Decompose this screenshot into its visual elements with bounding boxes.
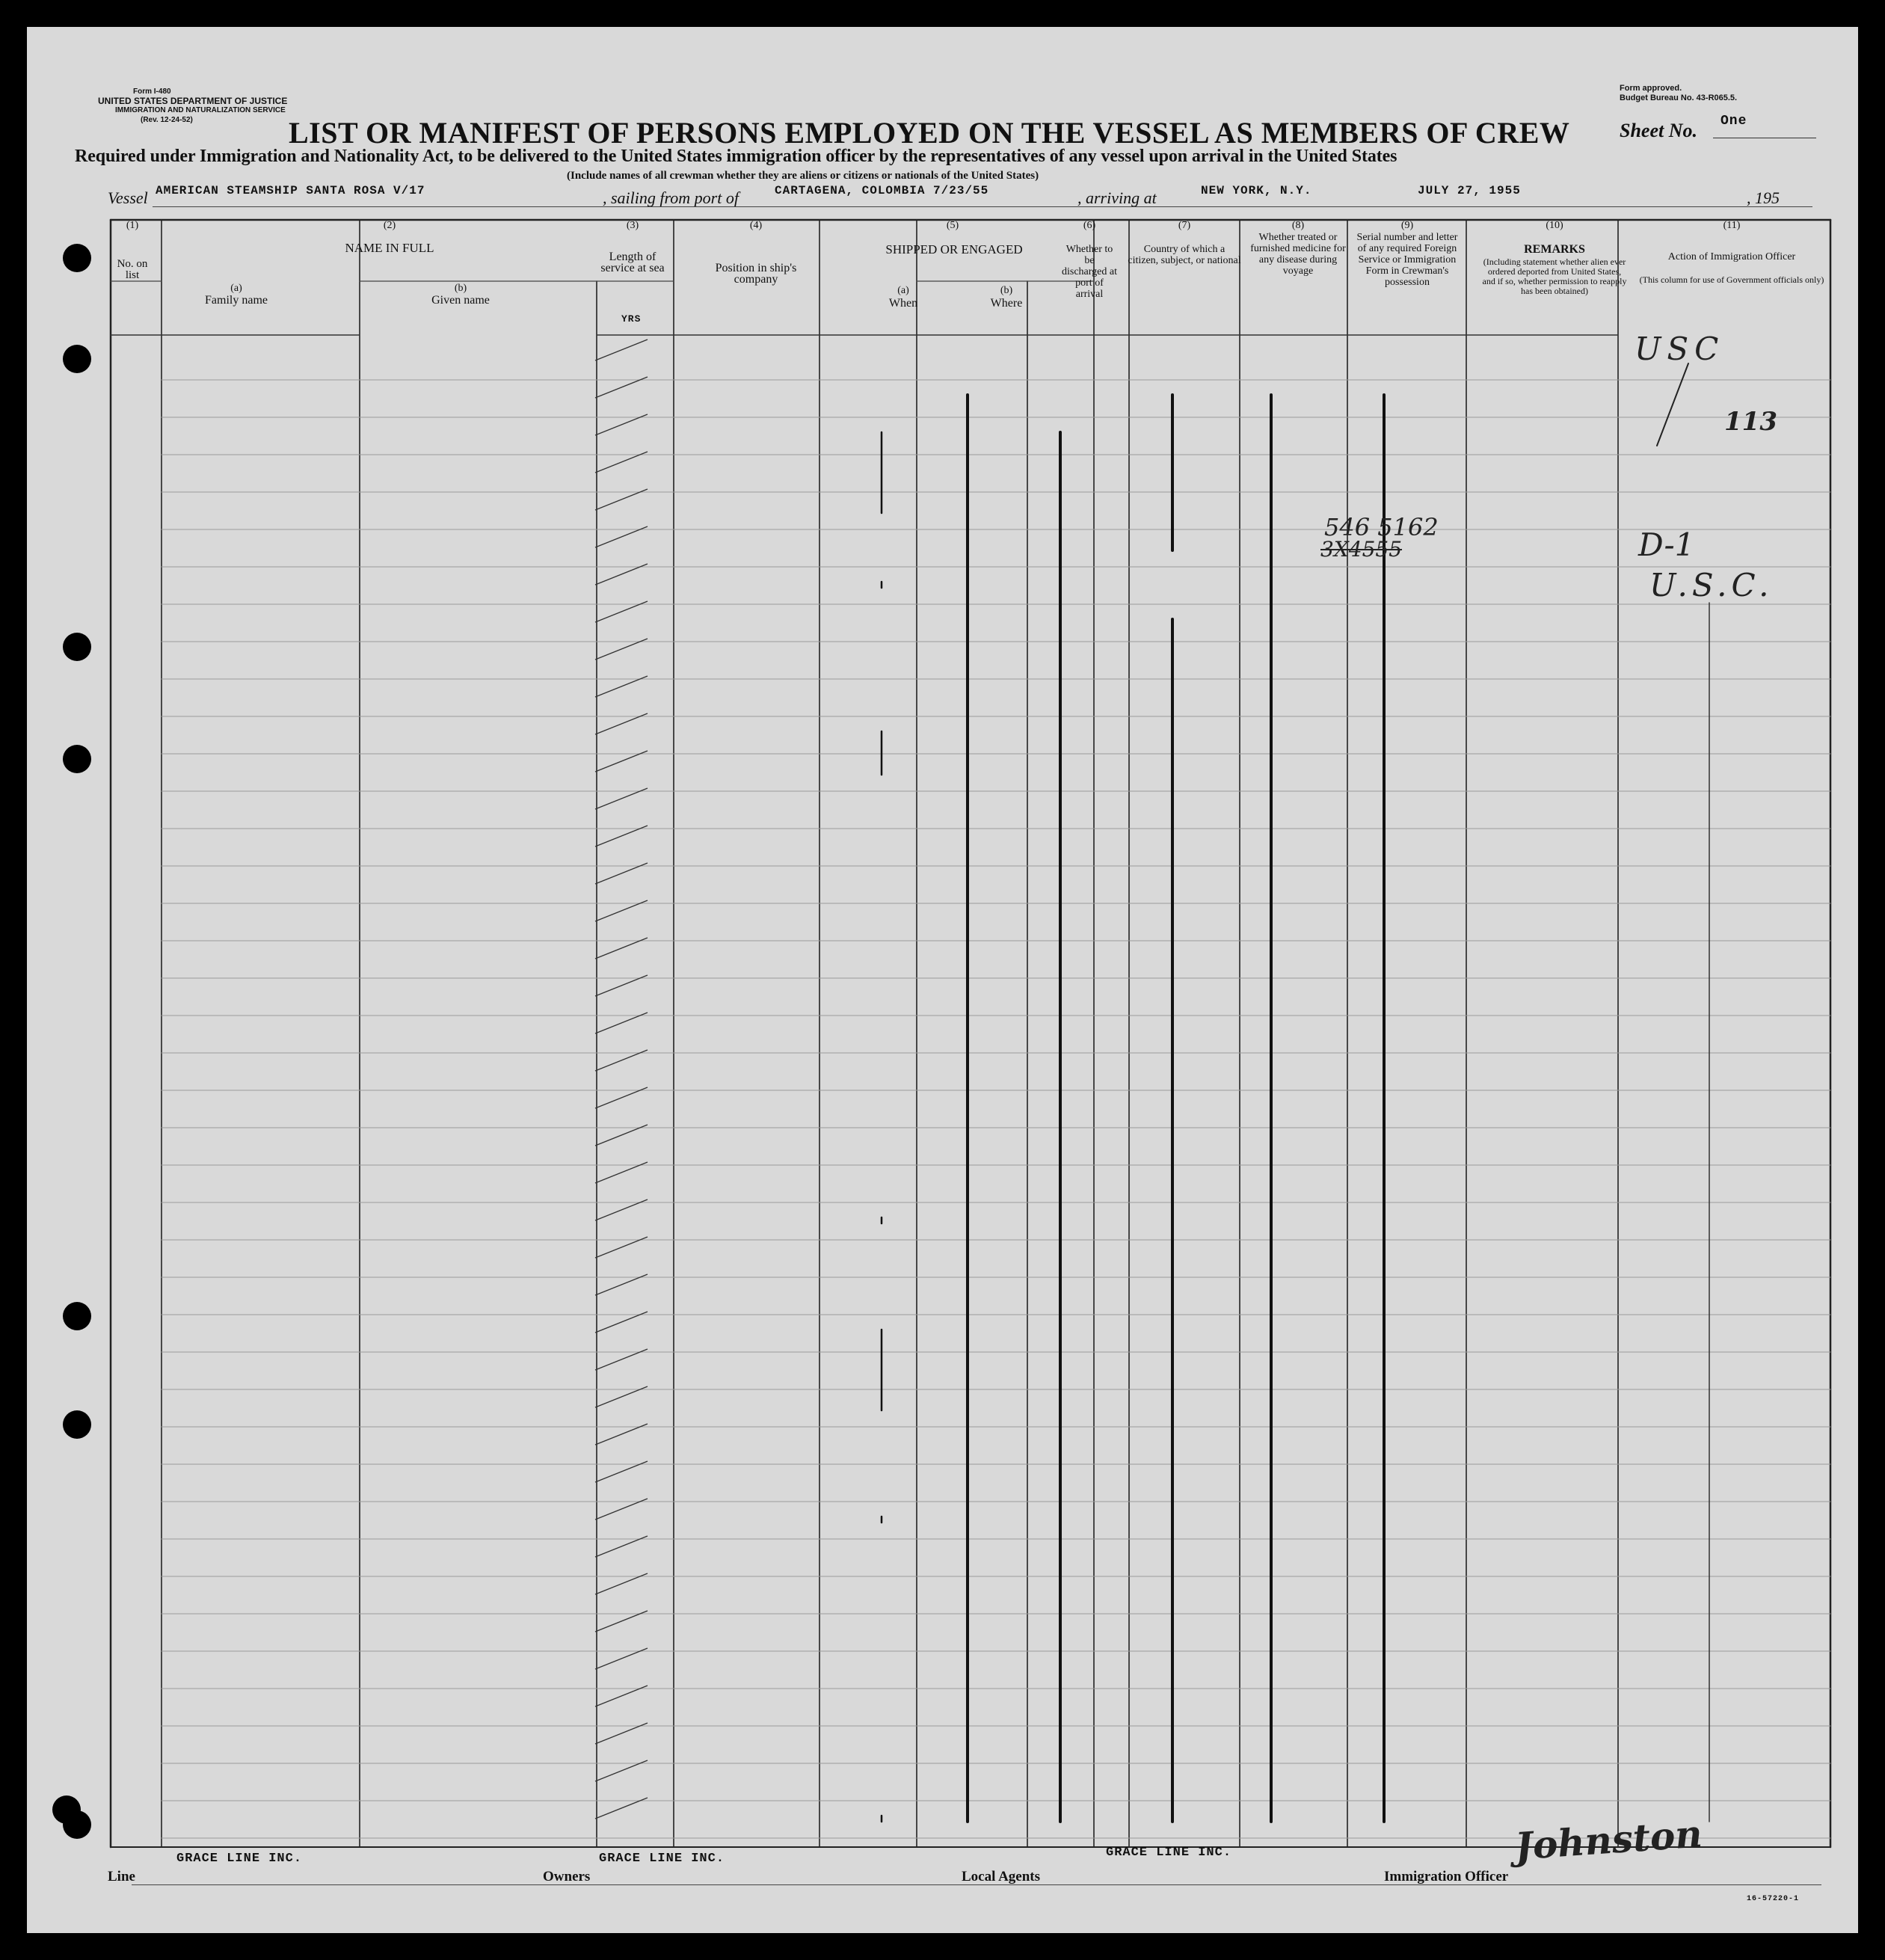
form-title: LIST OR MANIFEST OF PERSONS EMPLOYED ON THE VESSEL AS MEMBERS OF CREW xyxy=(289,116,1570,150)
tally-mark xyxy=(595,826,648,847)
col11-note: (This column for use of Government officials only) xyxy=(1639,274,1824,285)
col4-number: (4) xyxy=(749,220,763,231)
tally-mark xyxy=(595,1087,648,1108)
tally-mark xyxy=(595,1013,648,1033)
col7-header: Country of which a citizen, subject, or national xyxy=(1128,244,1241,266)
tally-mark xyxy=(595,751,648,772)
col3-header: Length of service at sea xyxy=(600,251,665,274)
form-subtitle: Required under Immigration and Nationality Act, to be delivered to the United States immigration officer by the representatives of any vessel upon arrival in the United States xyxy=(75,147,1397,166)
col10-note: (Including statement whether alien ever ordered deported from United States, and if so, whether permission to reapply has been obtained) xyxy=(1482,256,1627,296)
footer-owners-value: GRACE LINE INC. xyxy=(599,1852,725,1866)
col5b-letter: (b) xyxy=(1000,285,1013,296)
handwritten-serial-old: 3X4555 xyxy=(1320,537,1403,562)
sheet-label: Sheet No. xyxy=(1620,120,1697,141)
tally-mark xyxy=(595,489,648,510)
tally-mark xyxy=(595,414,648,435)
tally-mark xyxy=(595,788,648,809)
handwritten-serial-new: 546 5162 xyxy=(1324,513,1439,541)
form-approved: Form approved. xyxy=(1620,84,1682,93)
tally-mark xyxy=(595,639,648,660)
tally-mark xyxy=(595,1274,648,1295)
tally-mark xyxy=(595,1573,648,1594)
tally-mark xyxy=(595,340,648,360)
handwritten-count: 113 xyxy=(1724,407,1777,437)
tally-mark xyxy=(595,938,648,959)
tally-mark xyxy=(595,1162,648,1183)
tally-mark xyxy=(595,526,648,547)
handwritten-usc-top: USC xyxy=(1635,331,1725,367)
col9-header: Serial number and letter of any required Foreign Service or Immigration Form in Crewman's possession xyxy=(1356,232,1458,288)
arriving-value: NEW YORK, N.Y. xyxy=(1201,184,1312,197)
col7-number: (7) xyxy=(1178,220,1191,231)
col6-number: (6) xyxy=(1083,220,1096,231)
form-number: Form I-480 xyxy=(133,87,171,96)
budget-number: Budget Bureau No. 43-R065.5. xyxy=(1620,93,1738,102)
tally-mark xyxy=(595,1536,648,1557)
footer-line-value: GRACE LINE INC. xyxy=(176,1852,303,1866)
manifest-sheet xyxy=(27,27,1858,1933)
col2-number: (2) xyxy=(383,220,396,231)
vessel-label: Vessel xyxy=(108,188,148,207)
col5-header: SHIPPED OR ENGAGED xyxy=(885,242,1023,256)
tally-mark xyxy=(595,1461,648,1482)
tally-mark xyxy=(595,1686,648,1706)
tally-mark xyxy=(595,863,648,884)
footer-owners-label: Owners xyxy=(543,1869,591,1884)
sailing-label: , sailing from port of xyxy=(603,188,739,207)
col1-header: No. on list xyxy=(117,258,148,281)
col2-header: NAME IN FULL xyxy=(345,241,434,255)
footer-underline xyxy=(132,1884,1821,1885)
footer-officer-label: Immigration Officer xyxy=(1384,1869,1509,1884)
tally-mark xyxy=(595,1312,648,1333)
col10-header: REMARKS xyxy=(1524,243,1585,256)
col2a-header: Family name xyxy=(205,294,268,307)
col11-number: (11) xyxy=(1723,220,1741,231)
col5a-header: When xyxy=(888,297,918,310)
handwritten-usc-mid: U.S.C. xyxy=(1649,567,1774,603)
tally-mark xyxy=(595,1798,648,1819)
tally-mark xyxy=(595,1386,648,1407)
col10-number: (10) xyxy=(1546,220,1563,231)
sheet-value: One xyxy=(1721,114,1747,129)
col6-header: Whether to be discharged at port of arrival xyxy=(1062,244,1117,300)
tally-mark xyxy=(595,1237,648,1258)
col5a-letter: (a) xyxy=(897,285,909,296)
tally-mark xyxy=(595,1760,648,1781)
tally-mark xyxy=(595,1723,648,1744)
ink-marks xyxy=(27,27,1858,1933)
footer-agents-value: GRACE LINE INC. xyxy=(1106,1846,1232,1860)
col2b-letter: (b) xyxy=(454,283,467,294)
col3-number: (3) xyxy=(626,220,639,231)
tally-mark xyxy=(595,1648,648,1669)
arrival-date: JULY 27, 1955 xyxy=(1418,184,1521,197)
year-suffix: , 195 xyxy=(1747,188,1780,207)
col11-header: Action of Immigration Officer xyxy=(1667,251,1796,262)
department: UNITED STATES DEPARTMENT OF JUSTICE xyxy=(98,96,288,106)
usc-bracket-line xyxy=(1657,363,1688,446)
tally-mark xyxy=(595,676,648,697)
footer-agents-label: Local Agents xyxy=(962,1869,1041,1884)
form-note: (Include names of all crewman whether they are aliens or citizens or nationals of the United States) xyxy=(567,170,1039,182)
tally-mark xyxy=(595,601,648,622)
handwritten-d1: D-1 xyxy=(1638,526,1695,563)
tally-mark xyxy=(595,564,648,585)
revision: (Rev. 12-24-52) xyxy=(141,116,193,124)
col8-number: (8) xyxy=(1291,220,1305,231)
tally-mark xyxy=(595,1424,648,1445)
tally-mark xyxy=(595,1050,648,1071)
tally-mark xyxy=(595,1125,648,1146)
arriving-label: , arriving at xyxy=(1077,188,1157,207)
col2a-letter: (a) xyxy=(230,283,242,294)
officer-signature: Johnston xyxy=(1513,1811,1704,1869)
col5-number: (5) xyxy=(946,220,959,231)
col2b-header: Given name xyxy=(431,294,490,307)
col5b-header: Where xyxy=(990,297,1023,310)
tally-mark xyxy=(595,900,648,921)
service-name: IMMIGRATION AND NATURALIZATION SERVICE xyxy=(115,106,286,114)
sailing-value: CARTAGENA, COLOMBIA 7/23/55 xyxy=(775,184,989,197)
col3-unit: YRS xyxy=(621,313,642,325)
tally-mark xyxy=(595,975,648,996)
footer-line-label: Line xyxy=(108,1869,135,1884)
vessel-value: AMERICAN STEAMSHIP SANTA ROSA V/17 xyxy=(156,184,425,197)
tally-mark xyxy=(595,1499,648,1520)
col8-header: Whether treated or furnished medicine for any disease during voyage xyxy=(1250,232,1346,277)
tally-mark xyxy=(595,377,648,398)
tally-mark xyxy=(595,452,648,473)
print-code: 16-57220-1 xyxy=(1747,1895,1800,1903)
col4-header: Position in ship's company xyxy=(715,262,797,286)
tally-mark xyxy=(595,1349,648,1370)
tally-mark xyxy=(595,1199,648,1220)
tally-mark xyxy=(595,1611,648,1632)
col9-number: (9) xyxy=(1400,220,1414,231)
tally-mark xyxy=(595,713,648,734)
col1-number: (1) xyxy=(126,220,139,231)
